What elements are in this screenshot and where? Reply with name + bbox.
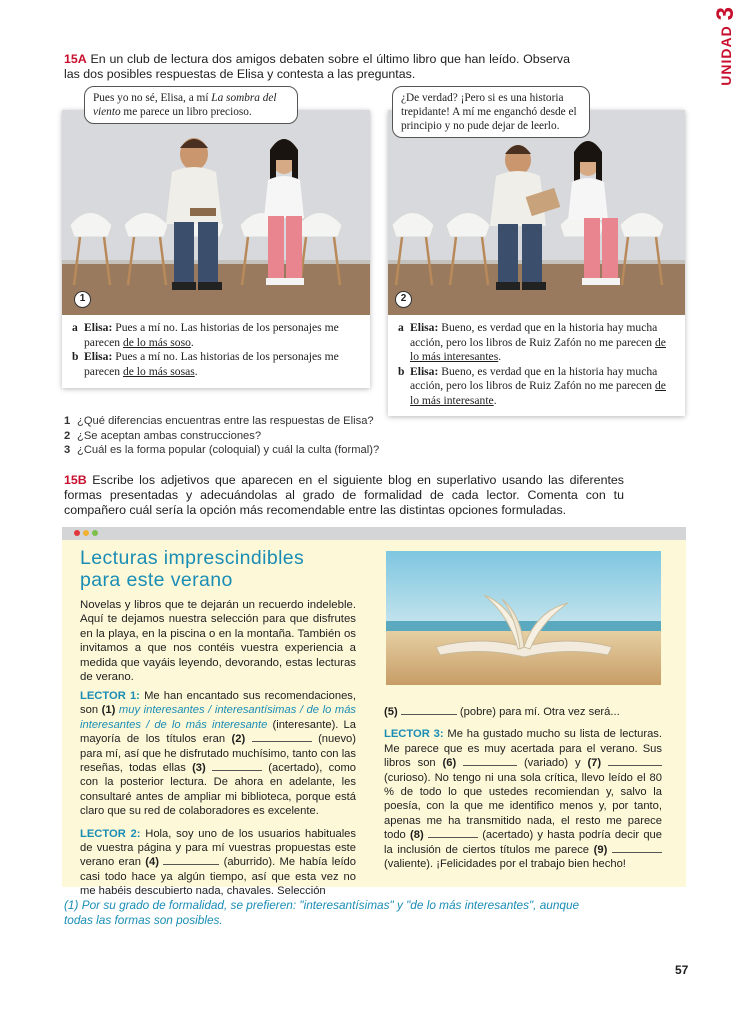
answer-blank[interactable] [428,828,478,838]
item-number: (5) [384,706,398,718]
answer-letter: b [398,364,405,378]
window-dot-red [74,530,80,536]
answer-a [72,321,362,350]
dialogue-panel-2 [388,92,685,416]
comment-text: (pobre) para mí. Otra vez será... [456,706,620,718]
unit-number: 3 [712,6,739,21]
answer-end: . [194,364,198,378]
photo-illustration [388,110,685,315]
question-item [64,443,379,458]
panel-number-badge: 1 [74,291,91,308]
question-item [64,429,379,444]
panel-number-badge: 2 [395,291,412,308]
photo-people-reading-2 [388,110,685,315]
answer-b [72,350,362,379]
answer-blank[interactable] [463,756,517,766]
lector-1-comment [80,689,356,819]
lector-label: LECTOR 3: [384,728,444,741]
item-number: (4) [145,856,159,869]
question-list [64,414,379,458]
comment-text: (interesante). La mayoría de los títulos eran [80,718,356,746]
unit-label-text: UNIDAD [718,25,734,86]
item-number: (6) [442,757,457,770]
blog-intro: Novelas y libros que te dejarán un recuerdo indeleble. Aquí te dejamos nuestra selección para que disfrutes en la playa, en la piscina o en la montaña. También os invitamos a que nos contéis vuestra experiencia a medida que vayáis leyendo, devorando, estas lecturas de verano. [80,599,356,684]
speech-bubble-1 [84,86,298,124]
lector-label: LECTOR 1: [80,690,140,702]
question-number: 3 [64,444,71,456]
exercise-text: En un club de lectura dos amigos debaten sobre el último libro que han leído. Observa las dos posibles respuestas de Elisa y contesta a las preguntas. [64,52,571,81]
comment-text: Me han encantado sus recomendaciones, son [80,690,356,717]
comment-text: (nuevo) para mí, así que he disfrutado muchísimo, tanto con las reseñas, todas ellas [80,733,356,775]
photo-people-reading-1 [62,110,370,315]
question-text: ¿Cuál es la forma popular (coloquial) y cuál la culta (formal)? [77,444,380,456]
question-item [64,414,379,429]
answer-speaker: Elisa: [410,364,439,378]
window-dot-green [92,530,98,536]
exercise-text: Escribe los adjetivos que aparecen en el siguiente blog en superlativo usando las diferentes formas presentadas y adecuándolas al grado de formalidad de cada lector. Comenta con tu compañero cuál sería la opción más recomendable entre las distintas opciones formuladas. [64,473,624,517]
answer-underlined: de lo más sosas [122,364,195,378]
photo-illustration [62,110,370,315]
comment-text: (variado) y [517,757,588,770]
answer-text: Pues a mí no. Las historias de los personajes me parecen [84,321,339,349]
answer-end: . [190,335,194,349]
answer-note: (1) Por su grado de formalidad, se prefieren: "interesantísimas" y "de lo más interesantes", aunque todas las formas son posibles. [64,898,580,927]
dialogue-panel-1 [62,92,370,388]
answer-b [398,365,677,409]
exercise-15a-instructions [64,52,570,82]
item-number: (8) [410,829,424,842]
answer-underlined: de lo más soso [122,335,191,349]
answer-text: Bueno, es verdad que en la historia hay mucha acción, pero los libros de Ruiz Zafón no me parecen [410,321,658,349]
item-number: (7) [587,757,602,770]
blog-title-line: Lecturas imprescindibles [80,547,305,569]
bubble-text-end: me parece un libro precioso. [120,106,252,118]
answer-speaker: Elisa: [410,321,439,334]
answer-letter: a [72,321,78,334]
question-number: 2 [64,429,71,442]
example-answer: muy interesantes / interesantísimas / de lo más interesantes / de lo más interesante [80,704,357,731]
comment-text: (curioso). No tengo ni una sola crítica, llevo leído el 80 % de todo lo que ustedes recomiendan y, salvo la poesía, con la que me identifico menos y, por tanto, apenas me ha transmitido nada, el resto me parece todo [384,771,662,842]
answer-blank[interactable] [163,855,219,865]
comment-text: (acertado), como con la posterior lectura. De ahora en adelante, les consultaré antes de ampliar mi biblioteca, porque está claro que su red de colaboradores es excelente. [80,762,357,818]
exercise-number: 15B [64,473,87,487]
answer-end: . [493,393,497,407]
blog-title [80,547,304,591]
answer-underlined: de lo más interesante [410,379,666,407]
answer-speaker: Elisa: [84,350,113,363]
answer-speaker: Elisa: [84,321,113,334]
answer-blank[interactable] [612,843,662,853]
open-book-beach-image [386,551,661,685]
item-number: (2) [231,733,246,746]
comment-text: (aburrido). Me había leído casi todo hace ya algún tiempo, así que esta vez no me habéis descubierto nada, chavales. Selección [80,856,356,898]
lector-2-comment-continued [384,705,662,719]
comment-text: (acertado) y hasta podría decir que la inclusión de ciertos títulos me parece [384,829,662,856]
answer-letter: b [72,350,79,363]
window-dot-yellow [83,530,89,536]
answer-blank[interactable] [252,732,312,742]
bubble-book-title: La sombra del viento [93,92,277,118]
unit-label [712,6,740,86]
answer-blank[interactable] [608,756,662,766]
answer-a [398,321,677,365]
bubble-text: Pues yo no sé, Elisa, a mí [93,92,212,104]
comment-text: (valiente). ¡Felicidades por el trabajo bien hecho! [384,858,626,871]
answer-letter: a [398,321,404,334]
lector-2-comment [80,827,356,899]
comment-text: Me ha gustado mucho su lista de lecturas. Me parece que es muy acertada para el verano. Sus libros son [384,728,662,770]
exercise-number: 15A [64,52,87,66]
answer-text: Pues a mí no. Las historias de los personajes me parecen [84,350,339,378]
lector-3-comment [384,727,662,871]
question-text: ¿Se aceptan ambas construcciones? [77,429,262,442]
answer-text: Bueno, es verdad que en la historia hay mucha acción, pero los libros de Ruiz Zafón no me parecen [410,364,658,392]
speech-bubble-2 [392,86,590,138]
question-text: ¿Qué diferencias encuentras entre las respuestas de Elisa? [77,415,374,427]
image-illustration [386,551,661,685]
blog-column-right [384,705,662,871]
answer-blank[interactable] [401,705,457,715]
blog-column-left [80,689,356,899]
lector-label: LECTOR 2: [80,827,141,840]
answer-underlined: de lo más interesantes [410,335,666,363]
answers-panel-2 [388,321,685,408]
comment-text: Hola, soy uno de los usuarios habituales de vuestra página y para mí vuestras propuestas este verano eran [80,827,356,869]
blog-title-line: para este verano [80,569,233,591]
answers-panel-1 [62,321,370,379]
answer-blank[interactable] [212,761,262,771]
item-number: (9) [593,843,608,856]
bubble-text: ¿De verdad? ¡Pero si es una historia trepidante! A mí me enganchó desde el principio y no pude dejar de leerlo. [401,92,577,132]
exercise-15b-instructions [64,473,624,518]
question-number: 1 [64,415,71,427]
unit-tab [710,0,750,90]
answer-end: . [498,350,502,363]
blog-window [62,527,686,898]
blog-window-bar [62,527,686,540]
page-number: 57 [675,963,689,977]
item-number: (3) [192,762,206,775]
item-number: (1) [101,704,116,717]
